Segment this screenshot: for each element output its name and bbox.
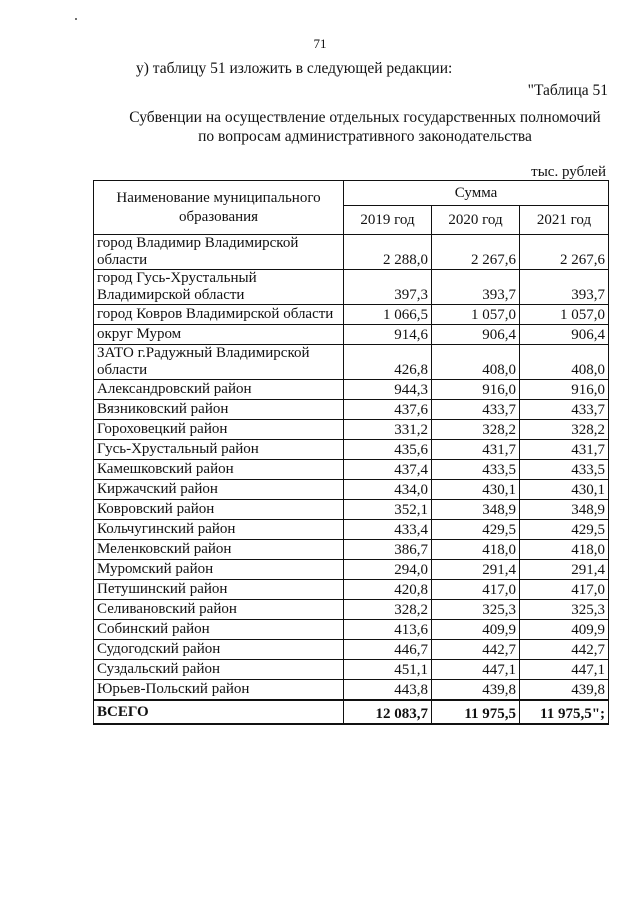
value-2020: 442,7 bbox=[432, 640, 520, 660]
value-2021: 442,7 bbox=[520, 640, 609, 660]
value-2020: 325,3 bbox=[432, 600, 520, 620]
table-row bbox=[94, 480, 609, 500]
municipality-name: город Владимир Владимирской области bbox=[94, 235, 344, 270]
value-2020: 393,7 bbox=[432, 270, 520, 305]
table-row bbox=[94, 345, 609, 380]
units-label: тыс. рублей bbox=[531, 164, 606, 180]
header-municipality: Наименование муниципального образования bbox=[94, 181, 344, 235]
municipality-name: Петушинский район bbox=[94, 580, 344, 600]
intro-text: у) таблицу 51 изложить в следующей редакции: bbox=[136, 60, 453, 77]
value-2020: 916,0 bbox=[432, 380, 520, 400]
value-2019: 426,8 bbox=[344, 345, 432, 380]
value-2019: 914,6 bbox=[344, 325, 432, 345]
value-2019: 352,1 bbox=[344, 500, 432, 520]
value-2021: 439,8 bbox=[520, 680, 609, 701]
value-2021: 447,1 bbox=[520, 660, 609, 680]
value-2020: 430,1 bbox=[432, 480, 520, 500]
table-row bbox=[94, 400, 609, 420]
table-label: "Таблица 51 bbox=[527, 82, 608, 99]
value-2019: 944,3 bbox=[344, 380, 432, 400]
total-2021: 11 975,5"; bbox=[520, 700, 609, 724]
value-2021: 409,9 bbox=[520, 620, 609, 640]
header-year-2019: 2019 год bbox=[344, 206, 432, 235]
municipality-name: округ Муром bbox=[94, 325, 344, 345]
value-2019: 328,2 bbox=[344, 600, 432, 620]
value-2019: 397,3 bbox=[344, 270, 432, 305]
table-row bbox=[94, 325, 609, 345]
value-2019: 420,8 bbox=[344, 580, 432, 600]
total-label: ВСЕГО bbox=[94, 700, 344, 724]
header-year-2020: 2020 год bbox=[432, 206, 520, 235]
table-heading bbox=[100, 108, 630, 146]
header-row-1 bbox=[94, 181, 609, 206]
value-2019: 446,7 bbox=[344, 640, 432, 660]
municipality-name: Судогодский район bbox=[94, 640, 344, 660]
value-2019: 413,6 bbox=[344, 620, 432, 640]
value-2020: 433,7 bbox=[432, 400, 520, 420]
value-2020: 2 267,6 bbox=[432, 235, 520, 270]
municipality-name: Кольчугинский район bbox=[94, 520, 344, 540]
value-2021: 325,3 bbox=[520, 600, 609, 620]
value-2019: 433,4 bbox=[344, 520, 432, 540]
municipality-name: Муромский район bbox=[94, 560, 344, 580]
table-row bbox=[94, 620, 609, 640]
table-row bbox=[94, 660, 609, 680]
table-row bbox=[94, 640, 609, 660]
table-row bbox=[94, 580, 609, 600]
municipality-name: Юрьев-Польский район bbox=[94, 680, 344, 701]
municipality-name: Гусь-Хрустальный район bbox=[94, 440, 344, 460]
value-2020: 433,5 bbox=[432, 460, 520, 480]
total-row bbox=[94, 700, 609, 724]
municipality-name: город Ковров Владимирской области bbox=[94, 305, 344, 325]
municipality-name: Александровский район bbox=[94, 380, 344, 400]
value-2021: 433,5 bbox=[520, 460, 609, 480]
municipality-name: Собинский район bbox=[94, 620, 344, 640]
value-2019: 331,2 bbox=[344, 420, 432, 440]
value-2021: 417,0 bbox=[520, 580, 609, 600]
municipality-name: Вязниковский район bbox=[94, 400, 344, 420]
value-2020: 418,0 bbox=[432, 540, 520, 560]
value-2020: 417,0 bbox=[432, 580, 520, 600]
value-2021: 430,1 bbox=[520, 480, 609, 500]
value-2020: 348,9 bbox=[432, 500, 520, 520]
subvention-table bbox=[93, 180, 609, 725]
table-body bbox=[94, 235, 609, 725]
municipality-name: Меленковский район bbox=[94, 540, 344, 560]
value-2020: 291,4 bbox=[432, 560, 520, 580]
municipality-name: Камешковский район bbox=[94, 460, 344, 480]
value-2019: 386,7 bbox=[344, 540, 432, 560]
value-2019: 2 288,0 bbox=[344, 235, 432, 270]
value-2019: 451,1 bbox=[344, 660, 432, 680]
table-row bbox=[94, 520, 609, 540]
table-row bbox=[94, 270, 609, 305]
value-2019: 443,8 bbox=[344, 680, 432, 701]
scan-speck bbox=[75, 18, 77, 20]
municipality-name: город Гусь-Хрустальный Владимирской области bbox=[94, 270, 344, 305]
value-2020: 431,7 bbox=[432, 440, 520, 460]
table-row bbox=[94, 600, 609, 620]
table-row bbox=[94, 500, 609, 520]
value-2020: 408,0 bbox=[432, 345, 520, 380]
value-2021: 2 267,6 bbox=[520, 235, 609, 270]
table-row bbox=[94, 305, 609, 325]
page-number: 71 bbox=[313, 36, 327, 51]
value-2021: 418,0 bbox=[520, 540, 609, 560]
table-row bbox=[94, 680, 609, 701]
table-row bbox=[94, 440, 609, 460]
municipality-name: Ковровский район bbox=[94, 500, 344, 520]
value-2021: 906,4 bbox=[520, 325, 609, 345]
table-row bbox=[94, 460, 609, 480]
municipality-name: Суздальский район bbox=[94, 660, 344, 680]
table-row bbox=[94, 540, 609, 560]
total-2020: 11 975,5 bbox=[432, 700, 520, 724]
value-2019: 435,6 bbox=[344, 440, 432, 460]
value-2020: 409,9 bbox=[432, 620, 520, 640]
municipality-name: Киржачский район bbox=[94, 480, 344, 500]
value-2019: 294,0 bbox=[344, 560, 432, 580]
value-2021: 916,0 bbox=[520, 380, 609, 400]
value-2019: 437,4 bbox=[344, 460, 432, 480]
value-2019: 434,0 bbox=[344, 480, 432, 500]
value-2020: 447,1 bbox=[432, 660, 520, 680]
value-2021: 291,4 bbox=[520, 560, 609, 580]
table-row bbox=[94, 380, 609, 400]
value-2021: 431,7 bbox=[520, 440, 609, 460]
value-2020: 439,8 bbox=[432, 680, 520, 701]
value-2019: 1 066,5 bbox=[344, 305, 432, 325]
heading-line-2: по вопросам административного законодательства bbox=[198, 128, 532, 145]
value-2020: 1 057,0 bbox=[432, 305, 520, 325]
header-year-2021: 2021 год bbox=[520, 206, 609, 235]
header-sum: Сумма bbox=[344, 181, 609, 206]
value-2021: 348,9 bbox=[520, 500, 609, 520]
municipality-name: Селивановский район bbox=[94, 600, 344, 620]
value-2021: 1 057,0 bbox=[520, 305, 609, 325]
heading-line-1: Субвенции на осуществление отдельных государственных полномочий bbox=[129, 109, 601, 126]
value-2021: 328,2 bbox=[520, 420, 609, 440]
value-2021: 429,5 bbox=[520, 520, 609, 540]
value-2020: 429,5 bbox=[432, 520, 520, 540]
municipality-name: Гороховецкий район bbox=[94, 420, 344, 440]
total-2019: 12 083,7 bbox=[344, 700, 432, 724]
municipality-name: ЗАТО г.Радужный Владимирской области bbox=[94, 345, 344, 380]
value-2020: 328,2 bbox=[432, 420, 520, 440]
table-row bbox=[94, 420, 609, 440]
value-2021: 433,7 bbox=[520, 400, 609, 420]
table-row bbox=[94, 235, 609, 270]
value-2021: 393,7 bbox=[520, 270, 609, 305]
value-2021: 408,0 bbox=[520, 345, 609, 380]
table-row bbox=[94, 560, 609, 580]
value-2019: 437,6 bbox=[344, 400, 432, 420]
value-2020: 906,4 bbox=[432, 325, 520, 345]
